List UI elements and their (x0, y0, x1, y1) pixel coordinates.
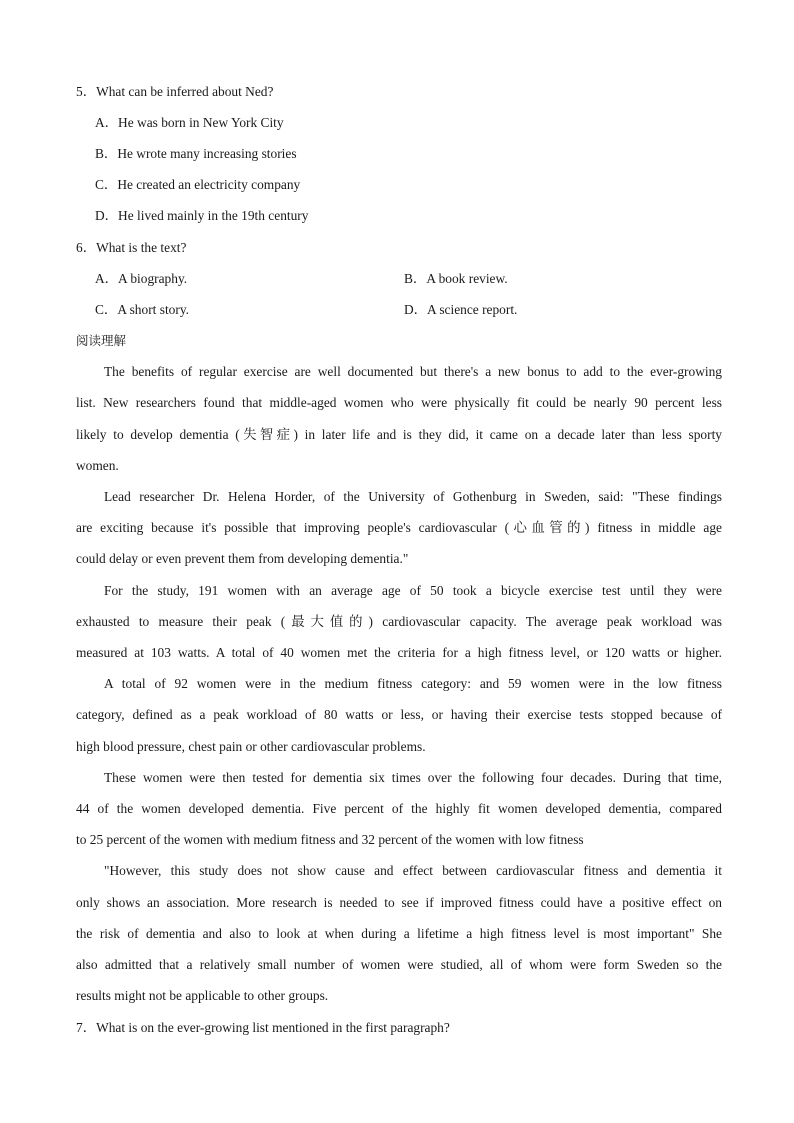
passage-line: are exciting because it's possible that improving people's cardiovascular (心血管的) fitness in middle age (76, 520, 722, 535)
question-6: 6．What is the text? (76, 240, 187, 255)
passage-line: women. (76, 458, 119, 473)
passage-line: results might not be applicable to other groups. (76, 988, 329, 1003)
q5-option-a: A．He was born in New York City (95, 115, 284, 130)
section-title: 阅读理解 (76, 333, 127, 348)
passage-line: exhausted to measure their peak (最大值的) cardiovascular capacity. The average peak workload was (76, 614, 722, 629)
passage-line: likely to develop dementia (失智症) in later life and is they did, it came on a decade later than less sporty (76, 427, 722, 442)
question-7: 7．What is on the ever-growing list mentioned in the first paragraph? (76, 1020, 450, 1035)
question-5: 5．What can be inferred about Ned? (76, 84, 274, 99)
passage-line: The benefits of regular exercise are well documented but there's a new bonus to add to the ever-growing (104, 364, 722, 379)
passage-line: A total of 92 women were in the medium fitness category: and 59 women were in the low fitness (104, 676, 722, 691)
q5-option-b: B．He wrote many increasing stories (95, 146, 297, 161)
q6-option-c: C．A short story. (95, 302, 189, 317)
q6-option-d: D．A science report. (404, 302, 518, 317)
passage-line: could delay or even prevent them from developing dementia." (76, 551, 409, 566)
passage-line: only shows an association. More research is needed to see if improved fitness could have a positive effect on (76, 895, 722, 910)
q6-option-b: B．A book review. (404, 271, 508, 286)
passage-line: These women were then tested for dementia six times over the following four decades. During that time, (104, 770, 722, 785)
passage-line: "However, this study does not show cause and effect between cardiovascular fitness and dementia it (104, 863, 722, 878)
passage-line: to 25 percent of the women with medium fitness and 32 percent of the women with low fitness (76, 832, 584, 847)
passage-line: also admitted that a relatively small number of women were studied, all of whom were form Sweden so the (76, 957, 722, 972)
passage-line: category, defined as a peak workload of 80 watts or less, or having their exercise tests stopped because of (76, 707, 722, 722)
passage-line: Lead researcher Dr. Helena Horder, of the University of Gothenburg in Sweden, said: "These findings (104, 489, 722, 504)
q6-option-a: A．A biography. (95, 271, 188, 286)
q5-option-c: C．He created an electricity company (95, 177, 301, 192)
passage-line: 44 of the women developed dementia. Five percent of the highly fit women developed dementia, compared (76, 801, 722, 816)
q5-option-d: D．He lived mainly in the 19th century (95, 208, 309, 223)
passage-line: high blood pressure, chest pain or other cardiovascular problems. (76, 739, 426, 754)
passage-line: list. New researchers found that middle-aged women who were physically fit could be nearly 90 percent less (76, 395, 722, 410)
passage-line: measured at 103 watts. A total of 40 women met the criteria for a high fitness level, or 120 watts or higher. (76, 645, 722, 660)
passage-line: For the study, 191 women with an average age of 50 took a bicycle exercise test until they were (104, 583, 722, 598)
passage-line: the risk of dementia and also to look at when during a lifetime a high fitness level is most important" She (76, 926, 722, 941)
